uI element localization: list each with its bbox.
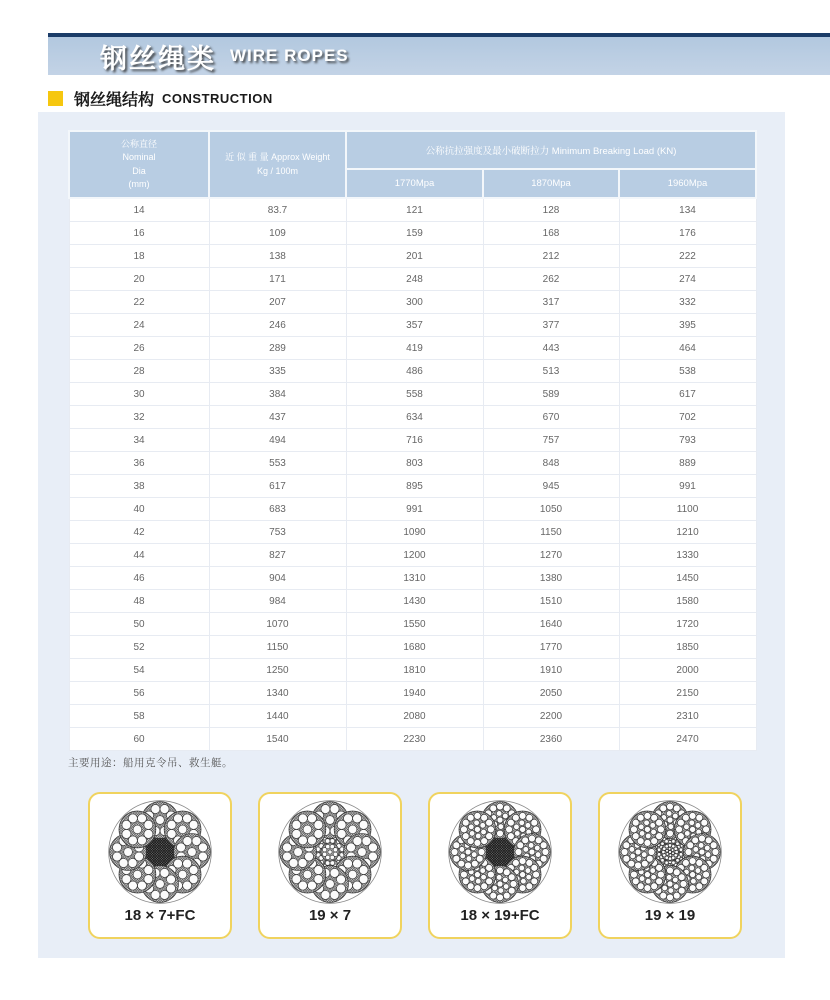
approx-weight-line1: 近 似 重 量 Approx Weight xyxy=(225,152,330,162)
table-cell: 617 xyxy=(619,383,756,406)
table-row xyxy=(69,475,756,498)
table-cell: 1580 xyxy=(619,590,756,613)
table-cell: 54 xyxy=(69,659,209,682)
col-header-nominal-dia xyxy=(69,131,209,198)
table-cell: 1070 xyxy=(209,613,346,636)
col-header-1960mpa: 1960Mpa xyxy=(619,169,756,198)
table-row xyxy=(69,268,756,291)
table-cell: 1540 xyxy=(209,728,346,751)
table-cell: 1150 xyxy=(209,636,346,659)
table-cell: 702 xyxy=(619,406,756,429)
table-cell: 83.7 xyxy=(209,198,346,222)
table-row xyxy=(69,452,756,475)
table-cell: 248 xyxy=(346,268,483,291)
section-title-cn: 钢丝绳结构 xyxy=(74,92,155,109)
rope-card xyxy=(428,792,572,939)
table-cell: 42 xyxy=(69,521,209,544)
table-cell: 262 xyxy=(483,268,619,291)
table-cell: 395 xyxy=(619,314,756,337)
table-cell: 716 xyxy=(346,429,483,452)
table-cell: 40 xyxy=(69,498,209,521)
rope-type-label: 19 × 19 xyxy=(644,907,696,924)
page-title-en: WIRE ROPES xyxy=(230,46,349,65)
col-header-1770mpa: 1770Mpa xyxy=(346,169,483,198)
table-cell: 357 xyxy=(346,314,483,337)
table-row xyxy=(69,222,756,245)
table-cell: 1810 xyxy=(346,659,483,682)
table-cell: 1430 xyxy=(346,590,483,613)
table-cell: 22 xyxy=(69,291,209,314)
table-cell: 317 xyxy=(483,291,619,314)
table-cell: 24 xyxy=(69,314,209,337)
table-row xyxy=(69,291,756,314)
table-cell: 895 xyxy=(346,475,483,498)
section-header xyxy=(48,87,273,110)
usage-note: 主要用途：船用克令吊、救生艇。 xyxy=(68,757,233,769)
section-title-en: CONSTRUCTION xyxy=(162,91,273,106)
table-cell: 159 xyxy=(346,222,483,245)
table-cell: 176 xyxy=(619,222,756,245)
table-cell: 18 xyxy=(69,245,209,268)
table-cell: 589 xyxy=(483,383,619,406)
spec-table-header xyxy=(69,131,756,198)
table-row xyxy=(69,314,756,337)
table-cell: 1270 xyxy=(483,544,619,567)
table-cell: 2080 xyxy=(346,705,483,728)
table-cell: 1720 xyxy=(619,613,756,636)
table-row xyxy=(69,613,756,636)
table-cell: 757 xyxy=(483,429,619,452)
table-cell: 52 xyxy=(69,636,209,659)
spec-table xyxy=(68,130,757,751)
table-cell: 538 xyxy=(619,360,756,383)
table-cell: 46 xyxy=(69,567,209,590)
table-cell: 1100 xyxy=(619,498,756,521)
table-row xyxy=(69,728,756,751)
rope-cross-section-icon xyxy=(276,798,384,906)
table-cell: 2310 xyxy=(619,705,756,728)
table-cell: 634 xyxy=(346,406,483,429)
table-cell: 168 xyxy=(483,222,619,245)
table-cell: 1380 xyxy=(483,567,619,590)
table-cell: 274 xyxy=(619,268,756,291)
table-row xyxy=(69,498,756,521)
table-cell: 2000 xyxy=(619,659,756,682)
table-cell: 56 xyxy=(69,682,209,705)
table-row xyxy=(69,636,756,659)
table-cell: 1340 xyxy=(209,682,346,705)
table-cell: 384 xyxy=(209,383,346,406)
rope-cross-section-icon xyxy=(446,798,554,906)
content-area xyxy=(38,112,785,958)
table-cell: 494 xyxy=(209,429,346,452)
table-cell: 848 xyxy=(483,452,619,475)
table-cell: 222 xyxy=(619,245,756,268)
table-cell: 58 xyxy=(69,705,209,728)
nominal-dia-line1: 公称直径 xyxy=(120,138,157,149)
table-cell: 753 xyxy=(209,521,346,544)
table-cell: 1550 xyxy=(346,613,483,636)
page-title-cn: 钢丝绳类 xyxy=(100,43,216,74)
nominal-dia-line3: Dia xyxy=(132,165,146,176)
col-header-approx-weight xyxy=(209,131,346,198)
table-cell: 1250 xyxy=(209,659,346,682)
table-cell: 670 xyxy=(483,406,619,429)
table-cell: 1510 xyxy=(483,590,619,613)
table-row xyxy=(69,590,756,613)
table-cell: 300 xyxy=(346,291,483,314)
table-row xyxy=(69,544,756,567)
nominal-dia-line4: (mm) xyxy=(128,179,150,189)
table-cell: 991 xyxy=(619,475,756,498)
table-cell: 1310 xyxy=(346,567,483,590)
table-cell: 335 xyxy=(209,360,346,383)
table-cell: 20 xyxy=(69,268,209,291)
table-cell: 889 xyxy=(619,452,756,475)
table-cell: 138 xyxy=(209,245,346,268)
table-cell: 212 xyxy=(483,245,619,268)
table-row xyxy=(69,659,756,682)
rope-cross-section-icon xyxy=(616,798,724,906)
table-cell: 1050 xyxy=(483,498,619,521)
table-cell: 1640 xyxy=(483,613,619,636)
table-row xyxy=(69,337,756,360)
table-row xyxy=(69,429,756,452)
table-cell: 1150 xyxy=(483,521,619,544)
table-cell: 48 xyxy=(69,590,209,613)
table-cell: 2470 xyxy=(619,728,756,751)
table-cell: 945 xyxy=(483,475,619,498)
table-cell: 16 xyxy=(69,222,209,245)
table-cell: 793 xyxy=(619,429,756,452)
table-cell: 377 xyxy=(483,314,619,337)
table-row xyxy=(69,198,756,222)
table-cell: 984 xyxy=(209,590,346,613)
table-cell: 201 xyxy=(346,245,483,268)
table-cell: 464 xyxy=(619,337,756,360)
table-cell: 121 xyxy=(346,198,483,222)
section-bullet-icon xyxy=(48,91,63,106)
table-cell: 1680 xyxy=(346,636,483,659)
table-cell: 1770 xyxy=(483,636,619,659)
table-cell: 991 xyxy=(346,498,483,521)
table-cell: 207 xyxy=(209,291,346,314)
table-cell: 1910 xyxy=(483,659,619,682)
table-cell: 2150 xyxy=(619,682,756,705)
table-cell: 289 xyxy=(209,337,346,360)
table-cell: 30 xyxy=(69,383,209,406)
table-cell: 513 xyxy=(483,360,619,383)
page-header-titles xyxy=(100,37,349,75)
col-header-breaking-load: 公称抗拉强度及最小破断拉力 Minimum Breaking Load (KN) xyxy=(346,131,756,169)
rope-type-label: 19 × 7 xyxy=(308,907,352,924)
rope-type-label: 18 × 19+FC xyxy=(460,907,540,924)
table-cell: 419 xyxy=(346,337,483,360)
rope-cross-section-icon xyxy=(106,798,214,906)
page-header-band xyxy=(48,33,830,75)
table-cell: 1200 xyxy=(346,544,483,567)
table-row xyxy=(69,245,756,268)
rope-card xyxy=(88,792,232,939)
table-cell: 246 xyxy=(209,314,346,337)
table-cell: 2200 xyxy=(483,705,619,728)
table-cell: 553 xyxy=(209,452,346,475)
rope-type-label: 18 × 7+FC xyxy=(124,907,196,924)
table-cell: 827 xyxy=(209,544,346,567)
table-cell: 617 xyxy=(209,475,346,498)
table-cell: 14 xyxy=(69,198,209,222)
table-cell: 683 xyxy=(209,498,346,521)
table-cell: 60 xyxy=(69,728,209,751)
table-cell: 26 xyxy=(69,337,209,360)
table-cell: 558 xyxy=(346,383,483,406)
rope-card xyxy=(598,792,742,939)
table-cell: 1850 xyxy=(619,636,756,659)
approx-weight-line2: Kg / 100m xyxy=(256,165,299,176)
table-cell: 128 xyxy=(483,198,619,222)
table-row xyxy=(69,705,756,728)
table-cell: 1210 xyxy=(619,521,756,544)
table-cell: 2230 xyxy=(346,728,483,751)
table-cell: 171 xyxy=(209,268,346,291)
table-row xyxy=(69,521,756,544)
table-cell: 134 xyxy=(619,198,756,222)
table-row xyxy=(69,682,756,705)
table-cell: 1440 xyxy=(209,705,346,728)
table-cell: 34 xyxy=(69,429,209,452)
table-cell: 803 xyxy=(346,452,483,475)
table-row xyxy=(69,360,756,383)
table-cell: 38 xyxy=(69,475,209,498)
table-cell: 2050 xyxy=(483,682,619,705)
table-cell: 28 xyxy=(69,360,209,383)
nominal-dia-line2: Nominal xyxy=(122,152,156,162)
table-cell: 1090 xyxy=(346,521,483,544)
table-cell: 50 xyxy=(69,613,209,636)
table-cell: 904 xyxy=(209,567,346,590)
table-cell: 1450 xyxy=(619,567,756,590)
table-row xyxy=(69,383,756,406)
table-cell: 32 xyxy=(69,406,209,429)
table-cell: 109 xyxy=(209,222,346,245)
table-cell: 2360 xyxy=(483,728,619,751)
table-cell: 36 xyxy=(69,452,209,475)
table-cell: 332 xyxy=(619,291,756,314)
table-row xyxy=(69,567,756,590)
table-cell: 1940 xyxy=(346,682,483,705)
spec-table-body xyxy=(69,198,756,751)
rope-card xyxy=(258,792,402,939)
col-header-1870mpa: 1870Mpa xyxy=(483,169,619,198)
table-cell: 486 xyxy=(346,360,483,383)
table-cell: 1330 xyxy=(619,544,756,567)
table-row xyxy=(69,406,756,429)
table-cell: 437 xyxy=(209,406,346,429)
table-cell: 443 xyxy=(483,337,619,360)
table-cell: 44 xyxy=(69,544,209,567)
